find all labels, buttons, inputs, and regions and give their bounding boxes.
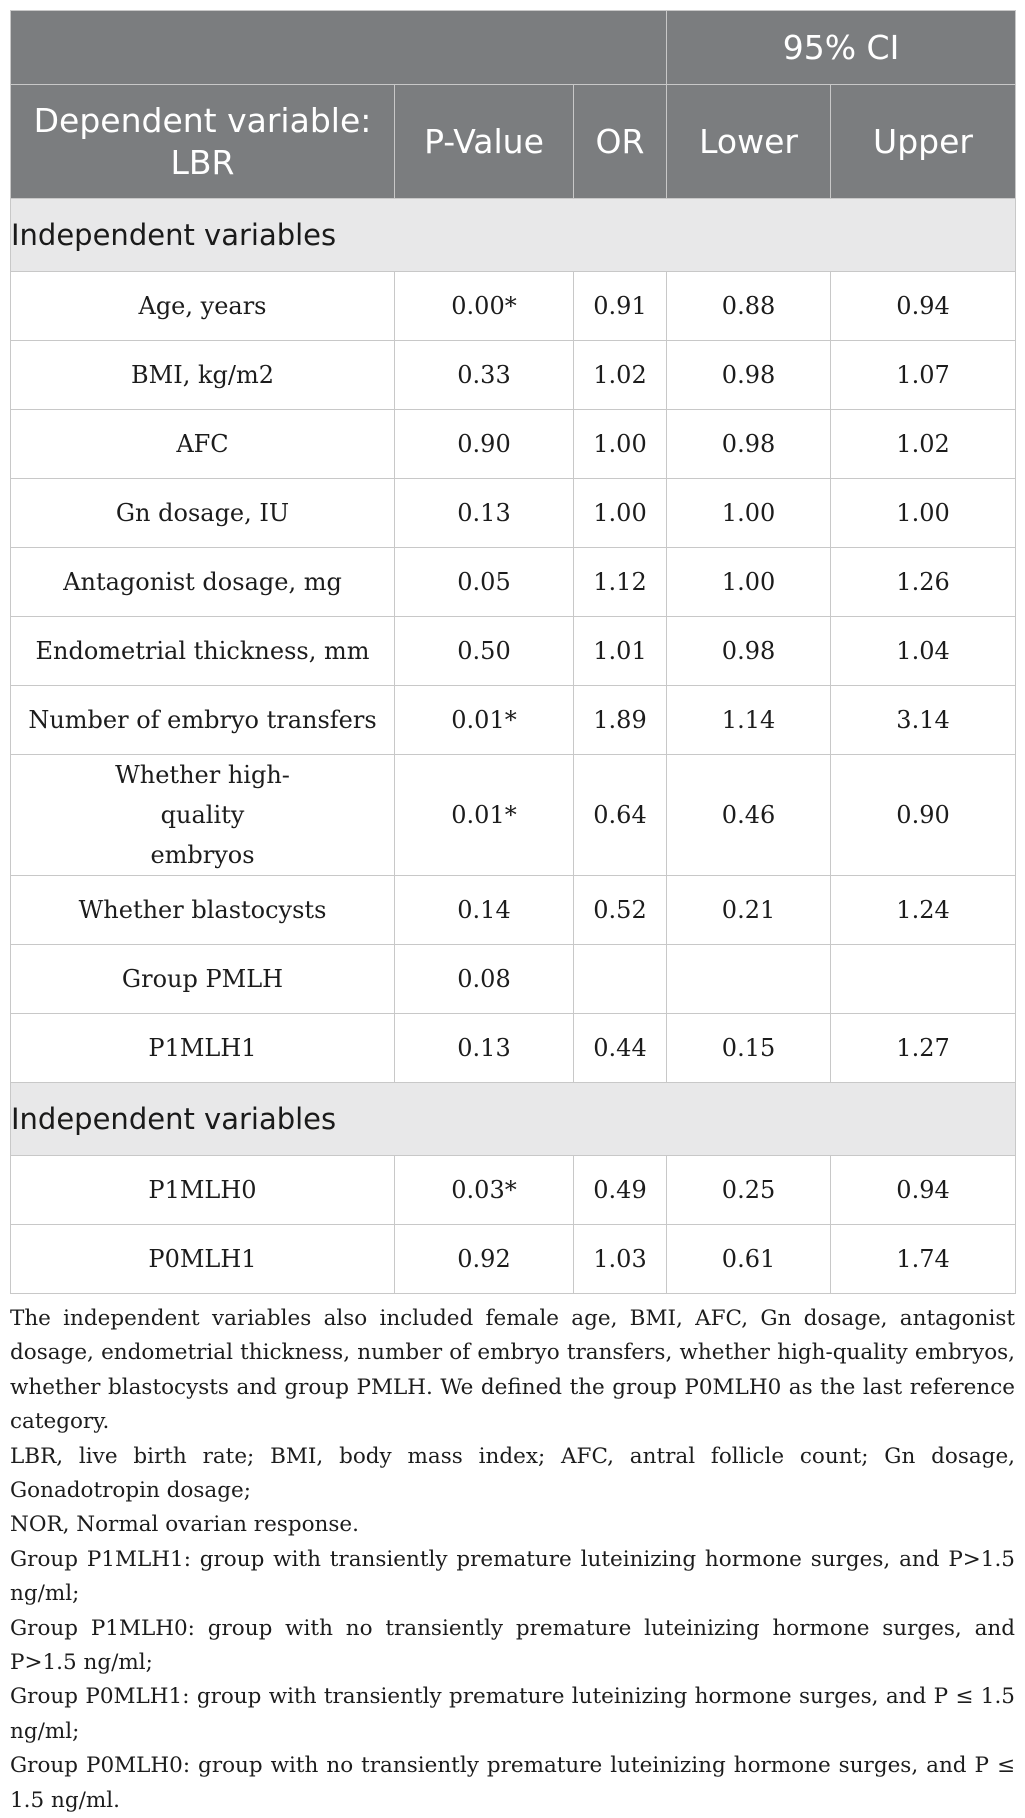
regression-table — [10, 10, 1016, 1294]
or-cell: 1.03 — [574, 1225, 667, 1294]
p-value-cell: 0.92 — [395, 1225, 574, 1294]
header-blank-cell — [11, 11, 667, 85]
or-cell: 0.44 — [574, 1014, 667, 1083]
footnote: The independent variables also included female age, BMI, AFC, Gn dosage, antagonist dosage, endometrial thickness, number of embryo transfers, whether high-quality embryos, whether blastocysts and group PMLH. We defined the group P0MLH0 as the last reference category. — [10, 1306, 1015, 1435]
lower-cell: 0.88 — [667, 272, 831, 341]
upper-cell: 1.27 — [831, 1014, 1016, 1083]
upper-cell: 1.24 — [831, 876, 1016, 945]
variable-cell: Antagonist dosage, mg — [11, 548, 395, 617]
section-header-1 — [11, 199, 1016, 272]
variable-cell: P1MLH1 — [11, 1014, 395, 1083]
ci-header: 95% CI — [667, 11, 1016, 85]
p-value-cell: 0.01* — [395, 755, 574, 876]
upper-header: Upper — [831, 85, 1016, 199]
table-row — [11, 876, 1016, 945]
p-value-cell: 0.14 — [395, 876, 574, 945]
section-header-2 — [11, 1083, 1016, 1156]
table-row — [11, 548, 1016, 617]
lower-cell: 0.98 — [667, 410, 831, 479]
p-value-cell: 0.13 — [395, 479, 574, 548]
variable-cell: AFC — [11, 410, 395, 479]
or-cell: 1.00 — [574, 479, 667, 548]
or-cell: 0.64 — [574, 755, 667, 876]
header-row-columns — [11, 85, 1016, 199]
variable-cell: Endometrial thickness, mm — [11, 617, 395, 686]
p-value-cell: 0.05 — [395, 548, 574, 617]
p-value-cell: 0.50 — [395, 617, 574, 686]
variable-cell: Whether high-quality embryos — [11, 755, 395, 876]
or-cell: 1.12 — [574, 548, 667, 617]
footnote: Group P1MLH1: group with transiently premature luteinizing hormone surges, and P>1.5 ng/ml; — [10, 1546, 1015, 1607]
lower-cell: 1.14 — [667, 686, 831, 755]
upper-cell: 1.07 — [831, 341, 1016, 410]
table-row — [11, 1225, 1016, 1294]
footnote: NOR, Normal ovarian response. — [10, 1512, 359, 1538]
footnote: Group P0MLH1: group with transiently premature luteinizing hormone surges, and P ≤ 1.5 ng/ml; — [10, 1684, 1015, 1744]
lower-cell: 0.61 — [667, 1225, 831, 1294]
footnote: Group P0MLH0: group with no transiently premature luteinizing hormone surges, and P ≤ 1.5 ng/ml. — [10, 1753, 1015, 1813]
upper-cell: 0.94 — [831, 272, 1016, 341]
section-title: Independent variables — [11, 1083, 1016, 1156]
upper-cell: 1.26 — [831, 548, 1016, 617]
table-row — [11, 755, 1016, 876]
p-value-cell: 0.00* — [395, 272, 574, 341]
lower-cell: 0.21 — [667, 876, 831, 945]
or-cell: 1.01 — [574, 617, 667, 686]
or-cell: 1.00 — [574, 410, 667, 479]
header-row-ci — [11, 11, 1016, 85]
upper-cell: 3.14 — [831, 686, 1016, 755]
lower-cell: 1.00 — [667, 479, 831, 548]
lower-cell: 0.98 — [667, 617, 831, 686]
variable-cell: Whether blastocysts — [11, 876, 395, 945]
or-header: OR — [574, 85, 667, 199]
table-footnotes — [10, 1302, 1015, 1818]
table-row — [11, 1014, 1016, 1083]
p-value-cell: 0.03* — [395, 1156, 574, 1225]
upper-cell: 1.74 — [831, 1225, 1016, 1294]
or-cell: 0.49 — [574, 1156, 667, 1225]
or-cell: 1.89 — [574, 686, 667, 755]
or-cell: 1.02 — [574, 341, 667, 410]
upper-cell: 1.04 — [831, 617, 1016, 686]
footnote: LBR, live birth rate; BMI, body mass index; AFC, antral follicle count; Gn dosage, Gonadotropin dosage; — [10, 1443, 1015, 1504]
lower-cell: 0.25 — [667, 1156, 831, 1225]
upper-cell: 0.94 — [831, 1156, 1016, 1225]
p-value-cell: 0.08 — [395, 945, 574, 1014]
upper-cell: 1.02 — [831, 410, 1016, 479]
variable-cell: Age, years — [11, 272, 395, 341]
variable-cell: P0MLH1 — [11, 1225, 395, 1294]
lower-cell: 0.98 — [667, 341, 831, 410]
variable-cell: Gn dosage, IU — [11, 479, 395, 548]
table-row — [11, 410, 1016, 479]
upper-cell — [831, 945, 1016, 1014]
table-row — [11, 272, 1016, 341]
table-row — [11, 945, 1016, 1014]
variable-cell: Number of embryo transfers — [11, 686, 395, 755]
upper-cell: 1.00 — [831, 479, 1016, 548]
table-row — [11, 479, 1016, 548]
regression-table-figure — [10, 10, 1015, 1818]
p-value-header: P-Value — [395, 85, 574, 199]
or-cell: 0.91 — [574, 272, 667, 341]
table-row — [11, 686, 1016, 755]
lower-header: Lower — [667, 85, 831, 199]
lower-cell: 1.00 — [667, 548, 831, 617]
lower-cell: 0.46 — [667, 755, 831, 876]
dependent-variable-header: Dependent variable: LBR — [11, 85, 395, 199]
table-row — [11, 1156, 1016, 1225]
variable-cell: P1MLH0 — [11, 1156, 395, 1225]
upper-cell: 0.90 — [831, 755, 1016, 876]
variable-cell: BMI, kg/m2 — [11, 341, 395, 410]
p-value-cell: 0.13 — [395, 1014, 574, 1083]
p-value-cell: 0.33 — [395, 341, 574, 410]
table-row — [11, 617, 1016, 686]
p-value-cell: 0.01* — [395, 686, 574, 755]
lower-cell: 0.15 — [667, 1014, 831, 1083]
lower-cell — [667, 945, 831, 1014]
or-cell: 0.52 — [574, 876, 667, 945]
p-value-cell: 0.90 — [395, 410, 574, 479]
variable-cell: Group PMLH — [11, 945, 395, 1014]
footnote: Group P1MLH0: group with no transiently premature luteinizing hormone surges, and P>1.5 ng/ml; — [10, 1615, 1015, 1676]
table-row — [11, 341, 1016, 410]
section-title: Independent variables — [11, 199, 1016, 272]
or-cell — [574, 945, 667, 1014]
